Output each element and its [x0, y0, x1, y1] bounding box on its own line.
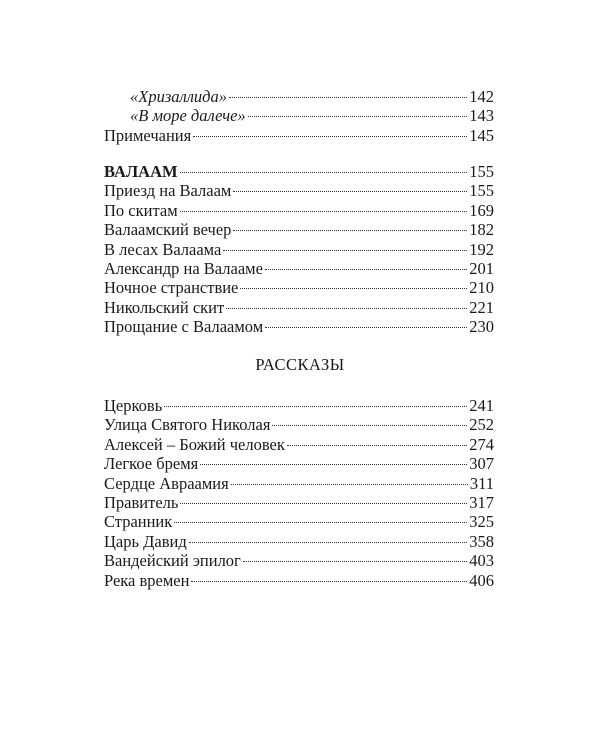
toc-entry-page-number: 143 — [469, 106, 494, 126]
dot-leader — [193, 136, 467, 137]
toc-entry-title: Легкое бремя — [104, 454, 199, 474]
dot-leader — [223, 250, 467, 251]
toc-entry-page-number: 221 — [469, 297, 494, 317]
toc-entry-page-number: 325 — [469, 512, 494, 532]
toc-entry-page-number: 274 — [469, 434, 494, 454]
toc-entry — [104, 240, 494, 259]
toc-entry-title: По скитам — [104, 200, 178, 220]
dot-leader — [272, 425, 467, 426]
toc-entry-title: Царь Давид — [104, 531, 187, 551]
toc-entry-page-number: 169 — [469, 200, 494, 220]
toc-entry — [104, 493, 494, 512]
dot-leader — [265, 327, 467, 328]
toc-entry-title: Странник — [104, 512, 173, 532]
toc-entry-title: Александр на Валааме — [104, 258, 263, 278]
toc-entry — [104, 551, 494, 570]
dot-leader — [164, 406, 467, 407]
toc-entry-title: Улица Святого Николая — [104, 415, 271, 435]
toc-entry-page-number: 311 — [469, 473, 494, 493]
toc-entry — [104, 532, 494, 551]
dot-leader — [226, 308, 467, 309]
toc-entry — [104, 454, 494, 473]
dot-leader — [231, 484, 468, 485]
dot-leader — [233, 230, 467, 231]
dot-leader — [180, 211, 468, 212]
toc-entry — [104, 415, 494, 434]
toc-entry-page-number: 192 — [469, 239, 494, 259]
toc-entry-page-number: 317 — [469, 492, 494, 512]
toc-entry — [104, 512, 494, 531]
toc-entry — [104, 259, 494, 278]
toc-entry — [104, 220, 494, 239]
toc-entry — [104, 126, 494, 145]
toc-entry-title: Валаамский вечер — [104, 220, 232, 240]
dot-leader — [200, 464, 467, 465]
toc-entry — [104, 201, 494, 220]
toc-block-poems — [104, 87, 494, 145]
toc-entry-title: Приезд на Валаам — [104, 181, 232, 201]
toc-entry-title: Алексей – Божий человек — [104, 434, 285, 454]
toc-entry-title: В лесах Валаама — [104, 239, 222, 259]
toc-entry-page-number: 358 — [469, 531, 494, 551]
toc-entry — [104, 298, 494, 317]
toc-entry-page-number: 145 — [469, 125, 494, 145]
dot-leader — [233, 191, 467, 192]
toc-entry-page-number: 142 — [469, 87, 494, 106]
toc-entry-title: Правитель — [104, 492, 179, 512]
section-heading-stories: РАССКАЗЫ — [255, 355, 345, 374]
dot-leader — [174, 522, 467, 523]
toc-entry-title: «В море далече» — [130, 106, 246, 126]
dot-leader — [191, 581, 467, 582]
dot-leader — [248, 116, 468, 117]
dot-leader — [287, 445, 467, 446]
toc-entry-page-number: 230 — [469, 317, 494, 337]
toc-entry — [104, 162, 494, 181]
dot-leader — [189, 542, 468, 543]
toc-entry-title: Церковь — [104, 396, 163, 415]
toc-entry-page-number: 406 — [469, 570, 494, 590]
dot-leader — [243, 561, 467, 562]
toc-entry-page-number: 155 — [469, 181, 494, 201]
toc-entry-page-number: 201 — [469, 258, 494, 278]
toc-entry-title: ВАЛААМ — [104, 162, 178, 181]
toc-entry — [104, 317, 494, 336]
toc-entry-title: Река времен — [104, 570, 190, 590]
toc-entry — [104, 571, 494, 590]
toc-entry-page-number: 252 — [469, 415, 494, 435]
toc-entry-page-number: 210 — [469, 278, 494, 298]
toc-entry-title: Никольский скит — [104, 297, 225, 317]
toc-entry-page-number: 155 — [469, 162, 494, 181]
toc-entry — [104, 278, 494, 297]
dot-leader — [229, 97, 467, 98]
toc-entry — [104, 181, 494, 200]
dot-leader — [265, 269, 467, 270]
dot-leader — [180, 172, 468, 173]
toc-entry-title: Прощание с Валаамом — [104, 317, 264, 337]
toc-block-valaam — [104, 162, 494, 337]
toc-entry-page-number: 182 — [469, 220, 494, 240]
toc-entry — [104, 396, 494, 415]
toc-entry-title: Примечания — [104, 125, 192, 145]
toc-entry-title: «Хризаллида» — [130, 87, 228, 106]
toc-entry-page-number: 307 — [469, 454, 494, 474]
toc-entry-page-number: 241 — [469, 396, 494, 415]
toc-entry — [104, 474, 494, 493]
toc-entry — [104, 106, 494, 125]
toc-entry — [104, 87, 494, 106]
dot-leader — [180, 503, 467, 504]
dot-leader — [240, 288, 467, 289]
toc-block-stories — [104, 396, 494, 590]
toc-entry-page-number: 403 — [469, 551, 494, 571]
toc-entry-title: Ночное странствие — [104, 278, 239, 298]
toc-entry — [104, 435, 494, 454]
toc-entry-title: Вандейский эпилог — [104, 551, 241, 571]
toc-entry-title: Сердце Авраамия — [104, 473, 229, 493]
